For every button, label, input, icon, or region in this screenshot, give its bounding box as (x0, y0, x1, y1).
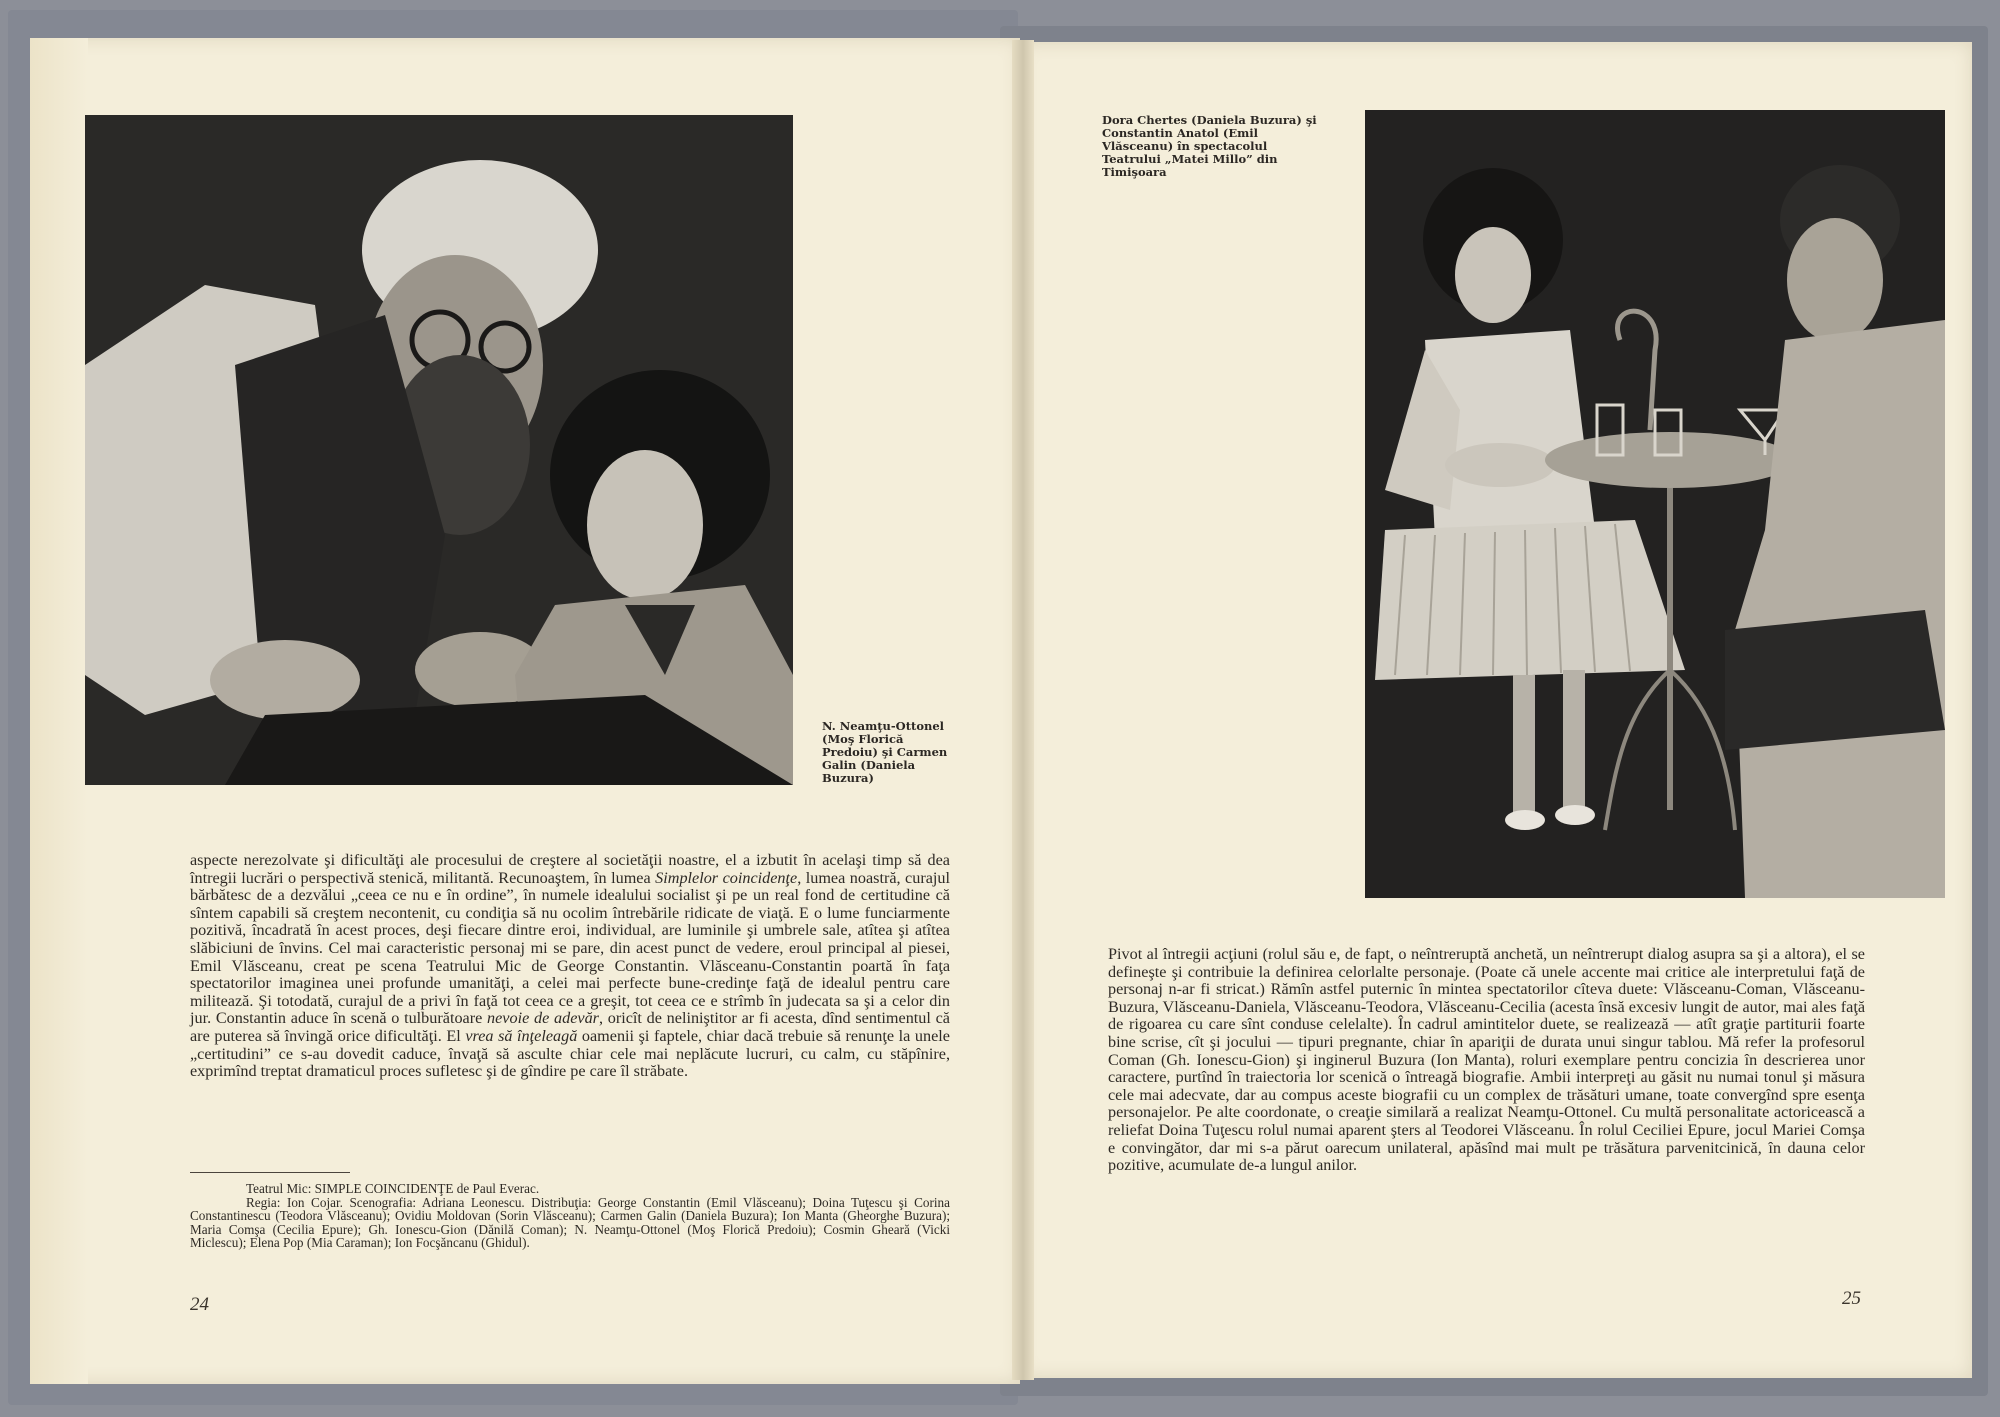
photo-chertes-anatol (1365, 110, 1945, 898)
page-number-left: 24 (190, 1294, 209, 1315)
left-paragraph-italic-3: vrea să înţeleagă (465, 1026, 578, 1045)
left-page-edge (30, 38, 88, 1384)
left-paragraph-italic-2: nevoie de adevăr (487, 1009, 599, 1028)
page-number-right: 25 (1842, 1288, 1861, 1309)
left-paragraph-b: , lumea noastră, curajul bărbătesc de a dezvălui „ceea ce nu e în ordine”, în numele idealului socialist şi pe un real fond de certitudine că sîntem capabili să creştem necontenit, cu condiţia să nu ocolim întrebările ridicate de viaţă. E o lume funciarmente pozitivă, încadrată în acest proces, deşi fiecare dintre eroi, individual, are luminile şi umbrele sale, atîtea şi atîtea slăbiciuni de învins. Cel mai caracteristic personaj mi se pare, din acest punct de vedere, eroul principal al piesei, Emil Vlăsceanu, creat pe scena Teatrului Mic de George Constantin. Vlăsceanu-Constantin poartă în faţa spectatorilor imaginea unei profunde umanităţi, a celei mai perfecte bune-credinţe faţă de idealul pentru care militează. Şi totodată, curajul de a privi în faţă tot ceea ce a greşit, tot ceea ce e strîmb în judecata sa şi a celor din jur. Constantin aduce în scenă o tulburătoare (190, 868, 950, 1028)
left-paragraph-a: aspecte nerezolvate şi dificultăţi ale procesului de creştere al societăţii noastre, el a izbutit în acelaşi timp să dea întregii lucrări o perspectivă stenică, militantă. Recunoaştem, în lumea (190, 851, 950, 887)
credits-line-1: Teatrul Mic: SIMPLE COINCIDENŢE de Paul Everac. (246, 1181, 540, 1196)
production-credits (190, 1182, 950, 1250)
left-paragraph-d: oamenii şi faptele, chiar dacă trebuie să renunţe la unele „certitudini” ce s-au dovedit caduce, învaţă să asculte chiar cele mai neplăcute lucruri, cu calm, cu stăpînire, exprimînd treptat dramaticul proces sufletesc şi de gîndire pe care îl străbate. (190, 1026, 950, 1081)
photo-image (85, 115, 793, 785)
left-photo-caption: N. Neamţu-Ottonel (Moş Florică Predoiu) şi Carmen Galin (Daniela Buzura) (822, 719, 948, 785)
right-photo-caption: Dora Chertes (Daniela Buzura) şi Constantin Anatol (Emil Vlăsceanu) în spectacolul Teatrului „Matei Millo” din Timişoara (1102, 113, 1317, 179)
right-body-paragraph: Pivot al întregii acţiuni (rolul său e, de fapt, o neîntreruptă anchetă, un neîntrerupt dialog asupra sa şi a altora), el se defineşte şi contribuie la definirea celorlalte personaje. (Poate că unele accente mai critice ale interpretului faţă de personaj n-ar fi stricat.) Rămîn astfel puternic în mintea spectatorilor cîteva duete: Vlăsceanu-Coman, Vlăsceanu-Buzura, Vlăsceanu-Daniela, Vlăsceanu-Teodora, Vlăsceanu-Cecilia (acesta însă excesiv lungit de autor, mai ales faţă de rigoarea cu care sînt conduse celelalte). În cadrul amintitelor duete, se realizează — atît graţie partiturii foarte bine scrise, cît şi jocului — tipuri pregnante, chiar în apariţii de durata unui singur tablou. Mă refer la profesorul Coman (Gh. Ionescu-Gion) şi inginerul Buzura (Ion Manta), roluri exemplare pentru concizia în descrierea unor caractere, purtînd în traiectoria lor scenică o întreagă biografie. Ambii interpreţi au găsit nu numai tonul şi măsura cele mai adecvate, dar au compus aceste biografii cu un complex de trăsături umane, toate convergînd spre esenţa personajelor. Pe alte coordonate, o creaţie similară a realizat Neamţu-Ottonel. Cu multă personalitate actoricească a reliefat Doina Tuţescu rolul numai aparent şters al Teodorei Vlăsceanu. În rolul Ceciliei Epure, jocul Mariei Comşa e convingător, dar mi s-a părut oarecum unilateral, apăsînd mai mult pe trăsătura parvenitcinică, în dauna celor pozitive, acumulate de-a lungul anilor. (1108, 945, 1865, 1175)
photo-neamtu-galin (85, 115, 793, 785)
photo-image (1365, 110, 1945, 898)
credits-line-2: Regia: Ion Cojar. Scenografia: Adriana Leonescu. Distribuţia: George Constantin (Emil Vlăsceanu); Doina Tuţescu şi Corina Constantinescu (Teodora Vlăsceanu); Ovidiu Moldovan (Sorin Vlăsceanu); Carmen Galin (Daniela Buzura); Ion Manta (Gheorghe Buzura); Maria Comşa (Cecilia Epure); Gh. Ionescu-Gion (Dănilă Coman); N. Neamţu-Ottonel (Moş Florică Predoiu); Cosmin Gheară (Vicki Miclescu); Elena Pop (Mia Caraman); Ion Focşăncanu (Ghidul). (190, 1194, 950, 1251)
left-paragraph-italic-1: Simplelor coincidenţe (655, 868, 798, 887)
footnote-rule (190, 1172, 350, 1173)
left-paragraph-c: , oricît de neliniştitor ar fi acesta, dînd sentimentul că are puterea să învingă orice dificultăţi. El (190, 1009, 950, 1045)
left-body-paragraph (190, 852, 950, 1081)
book-gutter (1012, 40, 1034, 1380)
